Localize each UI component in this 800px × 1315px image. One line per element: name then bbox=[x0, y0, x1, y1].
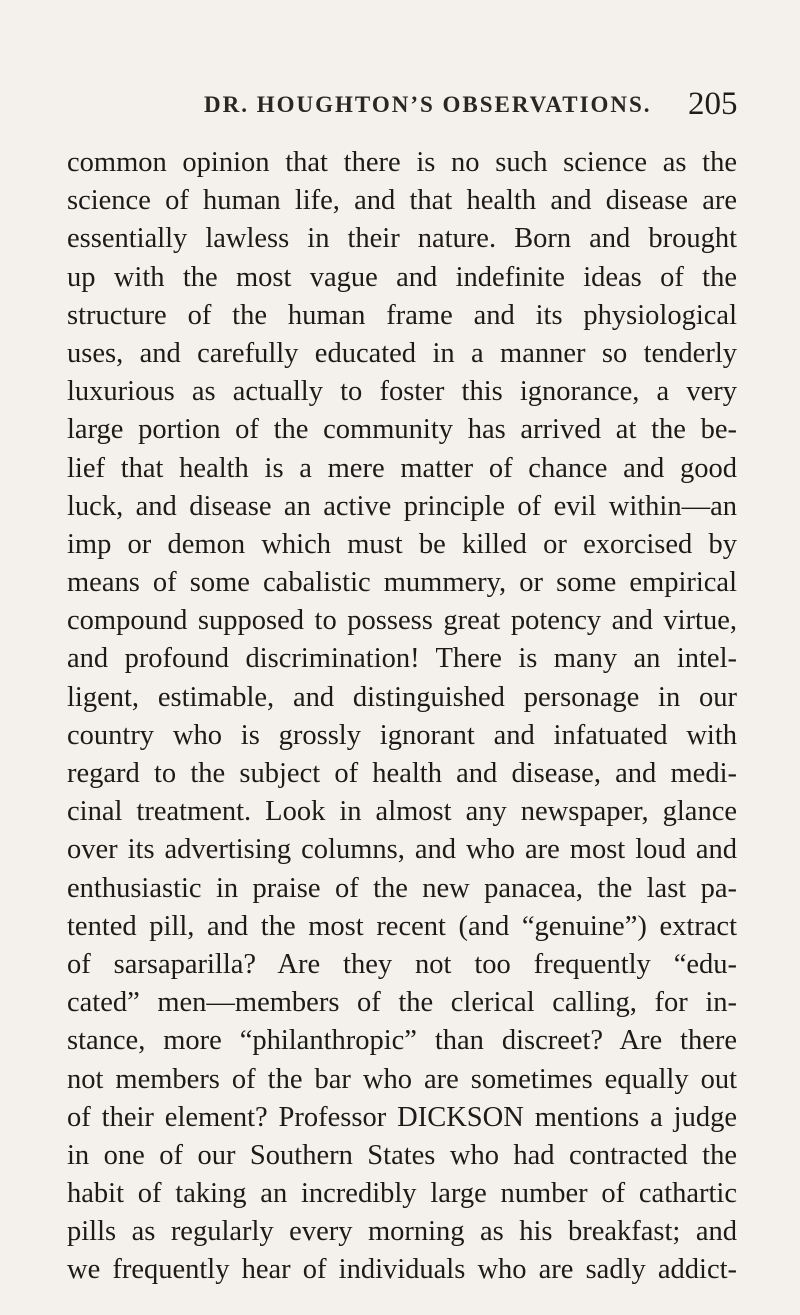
text-line: lief that health is a mere matter of chance and good bbox=[67, 452, 737, 484]
text-line: ligent, estimable, and distinguished personage in our bbox=[67, 681, 737, 713]
text-line: in one of our Southern States who had contracted the bbox=[67, 1139, 737, 1171]
text-line: structure of the human frame and its physiological bbox=[67, 299, 737, 331]
text-line: habit of taking an incredibly large number of cathartic bbox=[67, 1178, 737, 1210]
text-line: luxurious as actually to foster this ignorance, a very bbox=[67, 376, 737, 408]
body-paragraph bbox=[67, 144, 737, 1290]
text-line: country who is grossly ignorant and infatuated with bbox=[67, 719, 737, 751]
text-line: common opinion that there is no such science as the bbox=[67, 147, 737, 178]
text-line: science of human life, and that health and disease are bbox=[67, 185, 737, 217]
text-line: stance, more “philanthropic” than discreet? Are there bbox=[67, 1025, 737, 1057]
text-line: uses, and carefully educated in a manner so tenderly bbox=[67, 337, 737, 369]
text-line: not members of the bar who are sometimes equally out bbox=[67, 1063, 737, 1095]
text-line: cinal treatment. Look in almost any newspaper, glance bbox=[67, 796, 737, 828]
text-line: enthusiastic in praise of the new panacea, the last pa- bbox=[67, 872, 737, 904]
text-line: of their element? Professor DICKSON mentions a judge bbox=[67, 1101, 737, 1133]
text-line: of sarsaparilla? Are they not too frequently “edu- bbox=[67, 948, 737, 980]
text-line: regard to the subject of health and disease, and medi- bbox=[67, 758, 737, 789]
text-line: and profound discrimination! There is many an intel- bbox=[67, 643, 737, 675]
text-line: compound supposed to possess great potency and virtue, bbox=[67, 605, 737, 637]
running-head bbox=[0, 86, 800, 132]
text-line: imp or demon which must be killed or exorcised by bbox=[67, 528, 737, 560]
text-line: essentially lawless in their nature. Born and brought bbox=[67, 223, 737, 255]
running-head-title: DR. HOUGHTON’S OBSERVATIONS. bbox=[204, 92, 652, 117]
text-line: we frequently hear of individuals who are sadly addict- bbox=[67, 1254, 737, 1286]
text-line: tented pill, and the most recent (and “genuine”) extract bbox=[67, 910, 737, 942]
text-line: large portion of the community has arrived at the be- bbox=[67, 414, 737, 446]
text-line: up with the most vague and indefinite ideas of the bbox=[67, 261, 737, 293]
text-line: means of some cabalistic mummery, or some empirical bbox=[67, 567, 737, 599]
page-number: 205 bbox=[688, 86, 738, 122]
text-line: luck, and disease an active principle of evil within—an bbox=[67, 490, 737, 522]
text-line: over its advertising columns, and who are most loud and bbox=[67, 834, 737, 866]
text-line: cated” men—members of the clerical calling, for in- bbox=[67, 987, 737, 1019]
text-line: pills as regularly every morning as his breakfast; and bbox=[67, 1216, 737, 1248]
